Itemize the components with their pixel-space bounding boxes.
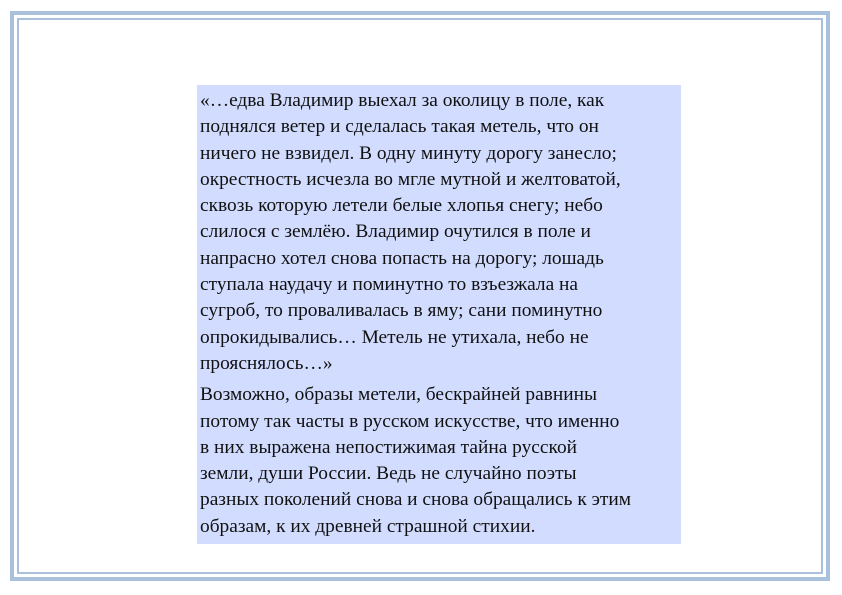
text-line: земли, души России. Ведь не случайно поэты <box>200 463 577 485</box>
commentary-paragraph <box>200 382 679 540</box>
text-line: опрокидывались… Метель не утихала, небо не <box>200 326 589 348</box>
text-line: образам, к их древней страшной стихии. <box>200 515 536 537</box>
text-line: сквозь которую летели белые хлопья снегу; небо <box>200 195 603 217</box>
text-line: потому так часты в русском искусстве, что именно <box>200 410 620 432</box>
text-line: напрасно хотел снова попасть на дорогу; лошадь <box>200 247 604 269</box>
text-line: разных поколений снова и снова обращались к этим <box>200 489 632 511</box>
text-line: ничего не взвидел. В одну минуту дорогу занесло; <box>200 142 617 164</box>
text-line: слилося с землёю. Владимир очутился в поле и <box>200 221 591 243</box>
text-line: ступала наудачу и поминутно то взъезжала на <box>200 274 579 296</box>
text-line: прояснялось…» <box>200 352 333 374</box>
text-line: поднялся ветер и сделалась такая метель, что он <box>200 116 599 138</box>
text-line: «…едва Владимир выехал за околицу в поле, как <box>200 90 605 111</box>
text-line: сугроб, то проваливалась в яму; сани поминутно <box>200 300 603 322</box>
text-line: окрестность исчезла во мгле мутной и желтоватой, <box>200 168 621 190</box>
text-line: в них выражена непостижимая тайна русской <box>200 436 578 458</box>
text-line: Возможно, образы метели, бескрайней равнины <box>200 384 597 406</box>
quote-paragraph <box>200 88 679 377</box>
text-block <box>197 85 681 544</box>
